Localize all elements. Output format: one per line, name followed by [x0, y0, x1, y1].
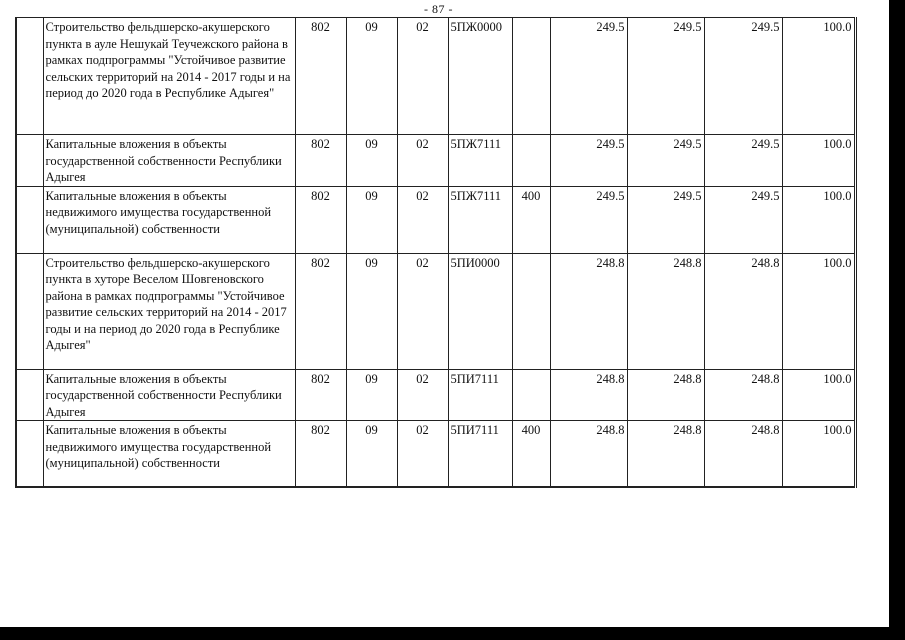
subsection-code: 02 [397, 421, 448, 488]
execution-percent: 100.0 [782, 421, 855, 488]
amount-executed: 248.8 [704, 421, 782, 488]
execution-percent: 100.0 [782, 253, 855, 369]
ministry-code: 802 [295, 369, 346, 421]
budget-table [15, 17, 857, 488]
execution-percent: 100.0 [782, 18, 855, 135]
item-name: Капитальные вложения в объекты недвижимого имущества государственной (муниципальной) собственности [43, 186, 295, 253]
table-row [16, 369, 855, 421]
subsection-code: 02 [397, 369, 448, 421]
target-article-code: 5ПЖ7111 [448, 135, 512, 187]
section-code: 09 [346, 421, 397, 488]
amount-planned: 249.5 [550, 135, 627, 187]
subsection-code: 02 [397, 186, 448, 253]
expense-type-code [512, 135, 550, 187]
expense-type-code [512, 369, 550, 421]
amount-specified: 249.5 [627, 18, 704, 135]
amount-planned: 248.8 [550, 253, 627, 369]
target-article-code: 5ПИ7111 [448, 421, 512, 488]
expense-type-code: 400 [512, 186, 550, 253]
amount-planned: 249.5 [550, 186, 627, 253]
expense-type-code [512, 253, 550, 369]
section-code: 09 [346, 135, 397, 187]
execution-percent: 100.0 [782, 186, 855, 253]
target-article-code: 5ПЖ0000 [448, 18, 512, 135]
amount-planned: 248.8 [550, 369, 627, 421]
subsection-code: 02 [397, 135, 448, 187]
section-code: 09 [346, 18, 397, 135]
subsection-code: 02 [397, 253, 448, 369]
ministry-code: 802 [295, 18, 346, 135]
amount-specified: 249.5 [627, 135, 704, 187]
row-number-cell [16, 135, 43, 187]
amount-executed: 249.5 [704, 186, 782, 253]
target-article-code: 5ПИ0000 [448, 253, 512, 369]
amount-specified: 248.8 [627, 369, 704, 421]
amount-specified: 248.8 [627, 253, 704, 369]
amount-executed: 249.5 [704, 18, 782, 135]
ministry-code: 802 [295, 253, 346, 369]
execution-percent: 100.0 [782, 135, 855, 187]
scan-right-edge [889, 0, 905, 640]
section-code: 09 [346, 186, 397, 253]
section-code: 09 [346, 253, 397, 369]
expense-type-code [512, 18, 550, 135]
row-number-cell [16, 253, 43, 369]
ministry-code: 802 [295, 135, 346, 187]
row-number-cell [16, 421, 43, 488]
row-number-cell [16, 186, 43, 253]
target-article-code: 5ПЖ7111 [448, 186, 512, 253]
amount-planned: 249.5 [550, 18, 627, 135]
item-name: Капитальные вложения в объекты государственной собственности Республики Адыгея [43, 369, 295, 421]
section-code: 09 [346, 369, 397, 421]
item-name: Капитальные вложения в объекты недвижимого имущества государственной (муниципальной) собственности [43, 421, 295, 488]
target-article-code: 5ПИ7111 [448, 369, 512, 421]
scan-bottom-edge [0, 627, 905, 640]
table-row [16, 421, 855, 488]
table-row [16, 253, 855, 369]
amount-specified: 248.8 [627, 421, 704, 488]
amount-specified: 249.5 [627, 186, 704, 253]
amount-planned: 248.8 [550, 421, 627, 488]
ministry-code: 802 [295, 421, 346, 488]
row-number-cell [16, 369, 43, 421]
subsection-code: 02 [397, 18, 448, 135]
table-row [16, 186, 855, 253]
table-row [16, 18, 855, 135]
expense-type-code: 400 [512, 421, 550, 488]
row-number-cell [16, 18, 43, 135]
execution-percent: 100.0 [782, 369, 855, 421]
amount-executed: 248.8 [704, 369, 782, 421]
table-row [16, 135, 855, 187]
item-name: Строительство фельдшерско-акушерского пункта в ауле Нешукай Теучежского района в рамках подпрограммы "Устойчивое развитие сельских территорий на 2014 - 2017 годы и на период до 2020 года в Республике Адыгея" [43, 18, 295, 135]
page-number: - 87 - [424, 2, 453, 16]
item-name: Капитальные вложения в объекты государственной собственности Республики Адыгея [43, 135, 295, 187]
ministry-code: 802 [295, 186, 346, 253]
amount-executed: 249.5 [704, 135, 782, 187]
item-name: Строительство фельдшерско-акушерского пункта в хуторе Веселом Шовгеновского района в рамках подпрограммы "Устойчивое развитие сельских территорий на 2014 - 2017 годы и на период до 2020 года в Республике Адыгея" [43, 253, 295, 369]
amount-executed: 248.8 [704, 253, 782, 369]
